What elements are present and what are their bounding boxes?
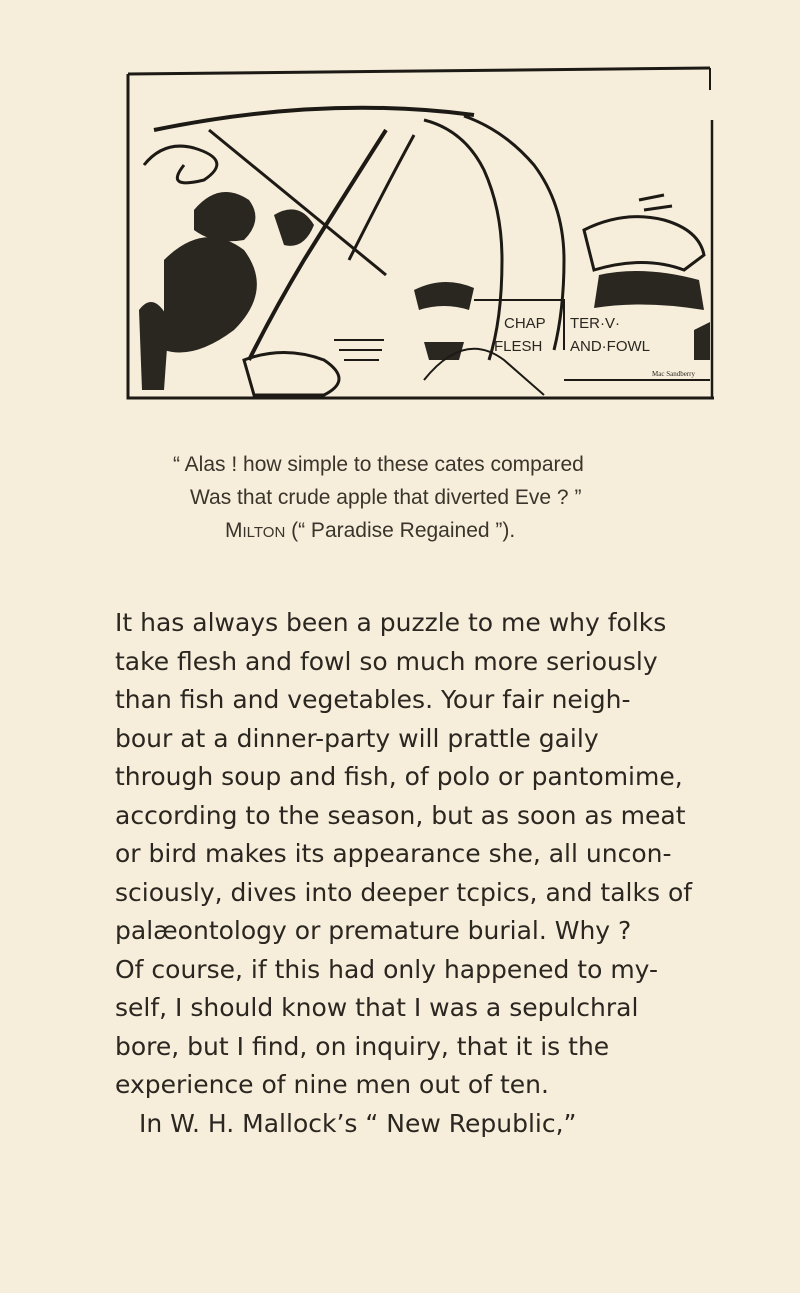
text-line: bour at a dinner-party will prattle gaily [115,723,599,753]
text-line: Of course, if this had only happened to my- [115,954,659,984]
text-line: bore, but I find, on inquiry, that it is the [115,1031,610,1061]
epigraph-line-2: Was that crude apple that diverted Eve ? ” [190,486,582,509]
banner-text-chap: CHAP [504,315,546,332]
text-line: experience of nine men out of ten. [115,1070,549,1099]
epigraph [100,448,700,547]
artist-signature: Mac Sandberry [652,370,695,378]
text-line: according to the season, but as soon as meat [115,800,686,830]
body-paragraph [115,604,735,1143]
text-line: self, I should know that I was a sepulchral [115,993,639,1022]
chapter-header-illustration [124,60,718,404]
banner-text-and-fowl: AND·FOWL [570,338,650,355]
text-line: sciously, dives into deeper tcpics, and talks of [115,877,693,907]
text-line: or bird makes its appearance she, all uncon- [115,839,672,868]
epigraph-line-1: “ Alas ! how simple to these cates compared [173,453,584,476]
banner-text-ter-v: TER·V· [570,315,620,332]
text-line: palæontology or premature burial. Why ? [115,916,632,945]
epigraph-author: Milton [225,519,286,542]
text-line: It has always been a puzzle to me why folks [115,608,667,637]
epigraph-source: (“ Paradise Regained ”). [285,519,516,542]
banner-text-flesh: FLESH [494,338,543,355]
text-line: than fish and vegetables. Your fair neigh- [115,685,631,714]
text-line: through soup and fish, of polo or pantomime, [115,762,683,791]
epigraph-attribution [100,514,700,547]
chapter-header-drawing [124,60,718,404]
text-line: take flesh and fowl so much more seriously [115,646,658,676]
text-line: In W. H. Mallock’s “ New Republic,” [139,1108,577,1138]
